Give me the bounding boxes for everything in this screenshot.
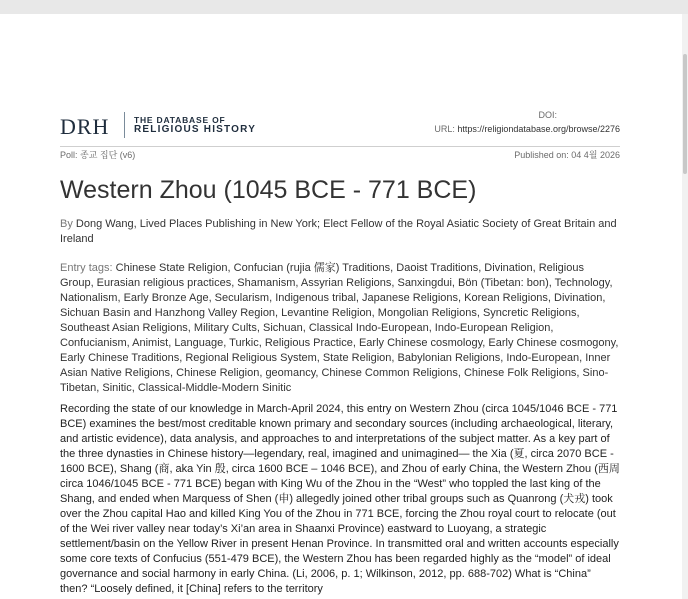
tags-label: Entry tags: (60, 262, 113, 274)
published-date: Published on: 04 4월 2026 (514, 150, 620, 160)
entry-body: Recording the state of our knowledge in March-April 2024, this entry on Western Zhou (circa 1045/1046 BCE - 771 BCE) examines the best/most creditable known primary and secondary sources (including archaeological, literary, and artistic evidence), data analysis, and approaches to and interpretations of the subject matter. As a key part of the three dynasties in Chinese history—legendary, real, imagined and unimagined— the Xia (夏, circa 2070 BCE - 1600 BCE), Shang (商, aka Yin 殷, circa 1600 BCE – 1046 BCE), and Zhou of early China, the Western Zhou (西周 circa 1046/1045 BCE - 771 BCE) began with King Wu of the Zhou in the “West” who toppled the last king of the Shang, and ended when Marquess of Shen (申) allegedly joined other tribal groups such as Quanrong (犬戎) took over the Zhou capital Hao and killed King You of the Zhou in 771 BCE, forcing the Zhou royal court to relocate (out of the Wei river valley near today’s Xi’an area in Shaanxi Province) eastward to Luoyang, a strategic settlement/basin on the Yellow River in present Henan Province. In transmitted oral and written accounts especially some core texts of Confucius (551-479 BCE), the Western Zhou has been regarded highly as the “model” of ideal governance and social harmony in early China. (Li, 2006, p. 1; Wilkinson, 2012, pp. 688-702) What is “China” then? “Loosely defined, it [China] refers to the territory (60, 403, 620, 595)
logo-wordmark (134, 115, 256, 135)
entry-byline (60, 217, 620, 247)
document-page (0, 14, 682, 599)
entry-title: Western Zhou (1045 BCE - 771 BCE) (60, 176, 477, 204)
entry-url (434, 124, 620, 134)
author-name: Dong Wang, Lived Places Publishing in New York; Elect Fellow of the Royal Asiatic Society of Great Britain and Ireland (60, 218, 617, 245)
scrollbar-thumb[interactable] (683, 54, 687, 174)
logo-line-1: THE DATABASE OF (134, 115, 226, 125)
logo-mark: DRH (60, 114, 110, 139)
logo-divider (124, 112, 125, 138)
entry-tags (60, 261, 620, 396)
poll-label: Poll: 종교 집단 (v6) (60, 150, 136, 160)
top-band (0, 0, 688, 14)
url-link[interactable]: https://religiondatabase.org/browse/2276 (457, 124, 620, 134)
tags-list: Chinese State Religion, Confucian (rujia 儒家) Traditions, Daoist Traditions, Divination, Religious Group, Eurasian religious practices, Shamanism, Assyrian Religions, Sanxingdui, Bön (Tibetan: bon), Technology, Nationalism, Early Bronze Age, Secularism, Indigenous tribal, Japanese Religions, Korean Religions, Divination, Sichuan Basin and Hanzhong Valley Region, Levantine Religion, Mongolian Religions, Syncretic Religions, Southeast Asian Religions, Military Cults, Sichuan, Classical Indo-European, Indo-European Religion, Confucianism, Animist, Language, Turkic, Religious Practice, Early Chinese cosmology, Early Chinese cosmogony, Early Chinese Traditions, Regional Religious System, State Religion, Babylonian Religions, Indo-European, Inner Asian Native Religions, Chinese Religion, geomancy, Chinese Common Religions, Chinese Folk Religions, Sino-Tibetan, Sinitic, Classical-Middle-Modern Sinitic (60, 262, 619, 394)
vertical-scrollbar[interactable] (682, 14, 688, 599)
by-label: By (60, 218, 73, 230)
logo-line-2: RELIGIOUS HISTORY (134, 124, 257, 135)
header-divider (60, 146, 620, 147)
url-label: URL: (434, 124, 455, 134)
doi-label: DOI: (538, 110, 557, 120)
